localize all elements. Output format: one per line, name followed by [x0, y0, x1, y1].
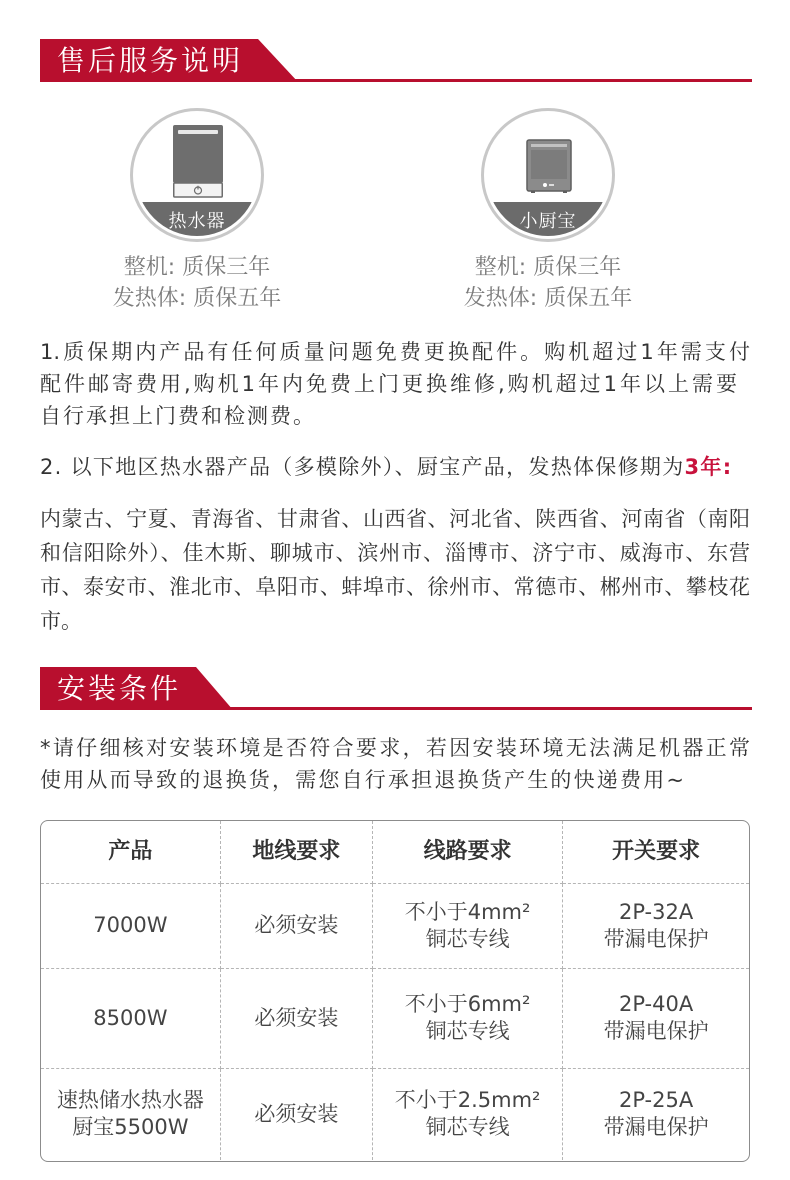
cell-text: 8500W	[93, 1005, 168, 1030]
cell-text: 速热储水热水器	[56, 1088, 204, 1113]
installation-requirements-table	[40, 820, 750, 1162]
paragraph-line: 市、泰安市、淮北市、阜阳市、蚌埠市、徐州市、常德市、郴州市、攀枝花	[40, 575, 750, 599]
cell-text: 铜芯专线	[425, 1115, 510, 1140]
header-wiring: 线路要求	[372, 821, 562, 883]
warranty-whole-unit: 整机: 质保三年	[474, 255, 622, 280]
heater-slot	[178, 130, 218, 134]
cell-text: 必须安装	[254, 1101, 339, 1126]
indicator-dot	[543, 183, 547, 187]
warranty-period-highlight: 3年:	[684, 455, 733, 479]
warranty-captions	[77, 252, 317, 314]
requirements-table	[41, 821, 749, 1160]
cell-text: 不小于6mm²	[404, 992, 531, 1016]
kitchen-heater-panel	[531, 150, 567, 179]
cell-text: 铜芯专线	[425, 1019, 510, 1043]
product-kitchen-heater	[428, 108, 668, 314]
section-title: 售后服务说明	[57, 44, 244, 77]
cell-switch	[563, 968, 749, 1068]
cell-product	[41, 1068, 220, 1160]
paragraph-line: 和信阳除外）、佳木斯、聊城市、滨州市、淄博市、济宁市、威海市、东营	[40, 541, 750, 565]
badge-inner	[136, 114, 258, 236]
paragraph-line: 1.质保期内产品有任何质量问题免费更换配件。购机超过1年需支付	[40, 340, 750, 364]
table-header-row	[41, 821, 749, 883]
cell-product	[41, 968, 220, 1068]
warranty-captions	[428, 252, 668, 314]
cell-text: 铜芯专线	[425, 926, 510, 951]
table-row	[41, 968, 749, 1068]
product-water-heater	[77, 108, 317, 314]
cell-switch	[563, 1068, 749, 1160]
cell-wiring	[372, 883, 562, 968]
paragraph-line: *请仔细核对安装环境是否符合要求，若因安装环境无法满足机器正常	[40, 736, 750, 760]
badge-label: 小厨宝	[487, 202, 609, 236]
cell-wiring	[372, 1068, 562, 1160]
cell-product	[41, 883, 220, 968]
paragraph-line: 配件邮寄费用,购机1年内免费上门更换维修,购机超过1年以上需要	[40, 372, 737, 396]
header-ground-wire: 地线要求	[220, 821, 372, 883]
installation-section-header	[40, 667, 752, 710]
heating-element-warranty-paragraph	[40, 451, 750, 483]
cell-text: 带漏电保护	[603, 926, 709, 951]
badge-inner	[487, 114, 609, 236]
cell-text: 2P-40A	[618, 992, 694, 1016]
cell-text: 带漏电保护	[603, 1019, 709, 1043]
cell-ground-wire	[220, 1068, 372, 1160]
kitchen-heater-top-strip	[531, 144, 567, 147]
heater-base	[174, 183, 223, 197]
after-sales-section-header	[40, 39, 752, 82]
kitchen-heater-foot	[531, 191, 535, 193]
indicator-dash	[549, 184, 554, 186]
installation-notice	[40, 732, 750, 796]
header-product: 产品	[41, 821, 220, 883]
paragraph-line: 内蒙古、宁夏、青海省、甘肃省、山西省、河北省、陕西省、河南省（南阳	[40, 507, 750, 531]
cell-text: 厨宝5500W	[72, 1115, 189, 1140]
warranty-heating-element: 发热体: 质保五年	[112, 286, 282, 311]
cell-ground-wire	[220, 883, 372, 968]
paragraph-line: 市。	[40, 609, 82, 633]
paragraph-line	[40, 451, 750, 483]
table-row	[41, 883, 749, 968]
product-badge	[481, 108, 615, 242]
paragraph-line: 使用从而导致的退换货，需您自行承担退换货产生的快递费用~	[40, 768, 687, 792]
cell-text: 2P-25A	[618, 1088, 694, 1113]
section-rule	[40, 707, 752, 710]
warranty-heating-element: 发热体: 质保五年	[463, 286, 633, 311]
table-row	[41, 1068, 749, 1160]
cell-text: 2P-32A	[618, 899, 694, 924]
cell-ground-wire	[220, 968, 372, 1068]
section-title: 安装条件	[57, 672, 182, 705]
cell-text: 不小于4mm²	[404, 899, 531, 924]
product-badge	[130, 108, 264, 242]
cell-switch	[563, 883, 749, 968]
cell-text: 不小于2.5mm²	[394, 1088, 541, 1113]
paragraph-line: 自行承担上门费和检测费。	[40, 404, 316, 428]
header-switch: 开关要求	[563, 821, 749, 883]
kitchen-heater-foot	[563, 191, 567, 193]
warranty-whole-unit: 整机: 质保三年	[123, 255, 271, 280]
cell-text: 必须安装	[254, 913, 339, 937]
badge-label: 热水器	[136, 202, 258, 236]
regions-list-paragraph	[40, 502, 750, 638]
warranty-terms-paragraph	[40, 336, 750, 432]
paragraph-text: 2. 以下地区热水器产品（多模除外）、厨宝产品，发热体保修期为	[40, 455, 685, 479]
cell-text: 必须安装	[254, 1005, 339, 1030]
cell-text: 带漏电保护	[603, 1115, 709, 1140]
section-rule	[40, 79, 752, 82]
cell-wiring	[372, 968, 562, 1068]
cell-text: 7000W	[93, 913, 168, 937]
